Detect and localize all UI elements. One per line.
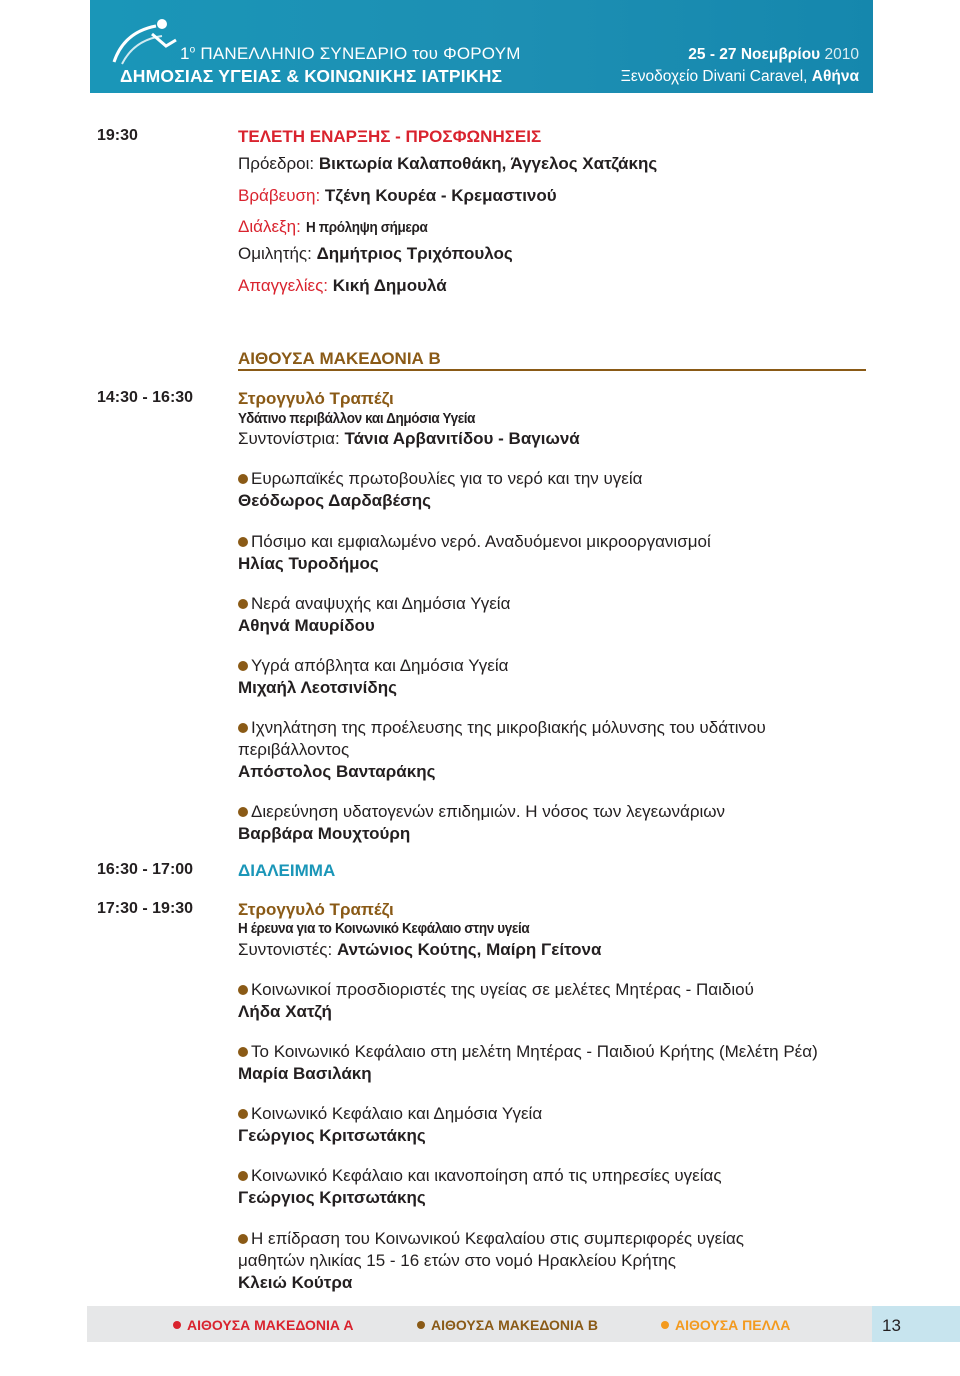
opening-chairs: Πρόεδροι: Βικτωρία Καλαποθάκη, Άγγελος Χατζάκης <box>238 154 658 173</box>
talk-title: Ιχνηλάτηση της προέλευσης της μικροβιακής μόλυνσης του υδάτινου <box>238 719 766 736</box>
talk-title: Κοινωνικό Κεφάλαιο και Δημόσια Υγεία <box>238 1105 542 1122</box>
room-heading: ΑΙΘΟΥΣΑ ΜΑΚΕΔΟΝΙΑ Β <box>238 349 441 368</box>
session2-topic: Η έρευνα για το Κοινωνικό Κεφάλαιο στην υγεία <box>238 920 530 937</box>
session1-time: 14:30 - 16:30 <box>97 389 194 406</box>
session1-type: Στρογγυλό Τραπέζι <box>238 389 394 408</box>
session2-coordinators: Συντονιστές: Αντώνιος Κούτης, Μαίρη Γείτονα <box>238 940 602 959</box>
session2-time: 17:30 - 19:30 <box>97 900 194 917</box>
opening-speaker: Ομιλητής: Δημήτριος Τριχόπουλος <box>238 244 513 263</box>
page-number: 13 <box>882 1316 901 1335</box>
bullet-icon <box>238 1047 248 1057</box>
talk-title: Ευρωπαϊκές πρωτοβουλίες για το νερό και την υγεία <box>238 470 643 487</box>
opening-title: ΤΕΛΕΤΗ ΕΝΑΡΞΗΣ - ΠΡΟΣΦΩΝΗΣΕΙΣ <box>238 127 542 146</box>
legend-dot-icon <box>417 1321 425 1329</box>
talk-speaker: Αθηνά Μαυρίδου <box>238 616 375 635</box>
opening-award: Βράβευση: Τζένη Κουρέα - Κρεμαστινού <box>238 186 557 205</box>
talk-title: Διερεύνηση υδατογενών επιδημιών. Η νόσος των λεγεωνάριων <box>238 803 725 820</box>
talk-speaker: Κλειώ Κούτρα <box>238 1273 353 1292</box>
talk-title: Πόσιμο και εμφιαλωμένο νερό. Αναδυόμενοι μικροοργανισμοί <box>238 533 711 550</box>
talk-speaker: Βαρβάρα Μουχτούρη <box>238 824 411 843</box>
talk-title: Νερά αναψυχής και Δημόσια Υγεία <box>238 595 510 612</box>
conference-title-line2: ΔΗΜΟΣΙΑΣ ΥΓΕΙΑΣ & ΚΟΙΝΩΝΙΚΗΣ ΙΑΤΡΙΚΗΣ <box>120 66 503 86</box>
talk-speaker: Λήδα Χατζή <box>238 1002 332 1021</box>
talk-speaker: Μαρία Βασιλάκη <box>238 1064 372 1083</box>
talk-speaker: Γεώργιος Κριτσωτάκης <box>238 1188 426 1207</box>
bullet-icon <box>238 1109 248 1119</box>
legend-room-makedonia-b: ΑΙΘΟΥΣΑ ΜΑΚΕΔΟΝΙΑ Β <box>417 1317 598 1333</box>
forum-logo-icon <box>104 14 184 74</box>
bullet-icon <box>238 807 248 817</box>
conference-date: 25 - 27 Νοεμβρίου 2010 <box>688 46 859 63</box>
session2-type: Στρογγυλό Τραπέζι <box>238 900 394 919</box>
talk-speaker: Απόστολος Βανταράκης <box>238 762 436 781</box>
page-number-box <box>872 1306 960 1342</box>
bullet-icon <box>238 474 248 484</box>
bullet-icon <box>238 661 248 671</box>
talk-title: Κοινωνικοί προσδιοριστές της υγείας σε μελέτες Μητέρας - Παιδιού <box>238 981 754 998</box>
conference-venue: Ξενοδοχείο Divani Caravel, Αθήνα <box>620 68 859 85</box>
talk-speaker: Μιχαήλ Λεοτσινίδης <box>238 678 397 697</box>
talk-title-continued: περιβάλλοντος <box>238 740 350 759</box>
bullet-icon <box>238 537 248 547</box>
opening-time: 19:30 <box>97 127 138 144</box>
room-divider <box>238 369 866 371</box>
session1-coordinator: Συντονίστρια: Τάνια Αρβανιτίδου - Βαγιωνά <box>238 429 580 448</box>
opening-recital: Απαγγελίες: Κική Δημουλά <box>238 276 447 295</box>
break-label: ΔΙΑΛΕΙΜΜΑ <box>238 861 336 880</box>
talk-title: Η επίδραση του Κοινωνικού Κεφαλαίου στις συμπεριφορές υγείας <box>238 1230 744 1247</box>
bullet-icon <box>238 1171 248 1181</box>
talk-speaker: Γεώργιος Κριτσωτάκης <box>238 1126 426 1145</box>
talk-title: Το Κοινωνικό Κεφάλαιο στη μελέτη Μητέρας - Παιδιού Κρήτης (Μελέτη Ρέα) <box>238 1043 818 1060</box>
talk-speaker: Ηλίας Τυροδήμος <box>238 554 379 573</box>
talk-title: Κοινωνικό Κεφάλαιο και ικανοποίηση από τις υπηρεσίες υγείας <box>238 1167 722 1184</box>
legend-room-pella: ΑΙΘΟΥΣΑ ΠΕΛΛΑ <box>661 1317 790 1333</box>
bullet-icon <box>238 1234 248 1244</box>
header-banner <box>90 0 873 93</box>
legend-dot-icon <box>173 1321 181 1329</box>
room-legend-footer <box>87 1306 872 1342</box>
break-time: 16:30 - 17:00 <box>97 861 194 878</box>
bullet-icon <box>238 599 248 609</box>
bullet-icon <box>238 723 248 733</box>
legend-dot-icon <box>661 1321 669 1329</box>
talk-speaker: Θεόδωρος Δαρδαβέσης <box>238 491 432 510</box>
opening-lecture: Διάλεξη: Η πρόληψη σήμερα <box>238 217 427 236</box>
conference-title-line1: $1^o$ ΠΑΝΕΛΛΗΝΙΟ ΣΥΝΕΔΡΙΟ του ΦΟΡΟΥΜ <box>180 44 521 63</box>
talk-title-continued: μαθητών ηλικίας 15 - 16 ετών στο νομό Ηρακλείου Κρήτης <box>238 1251 676 1270</box>
session1-topic: Υδάτινο περιβάλλον και Δημόσια Υγεία <box>238 410 476 427</box>
legend-room-makedonia-a: ΑΙΘΟΥΣΑ ΜΑΚΕΔΟΝΙΑ Α <box>173 1317 354 1333</box>
bullet-icon <box>238 985 248 995</box>
talk-title: Υγρά απόβλητα και Δημόσια Υγεία <box>238 657 508 674</box>
